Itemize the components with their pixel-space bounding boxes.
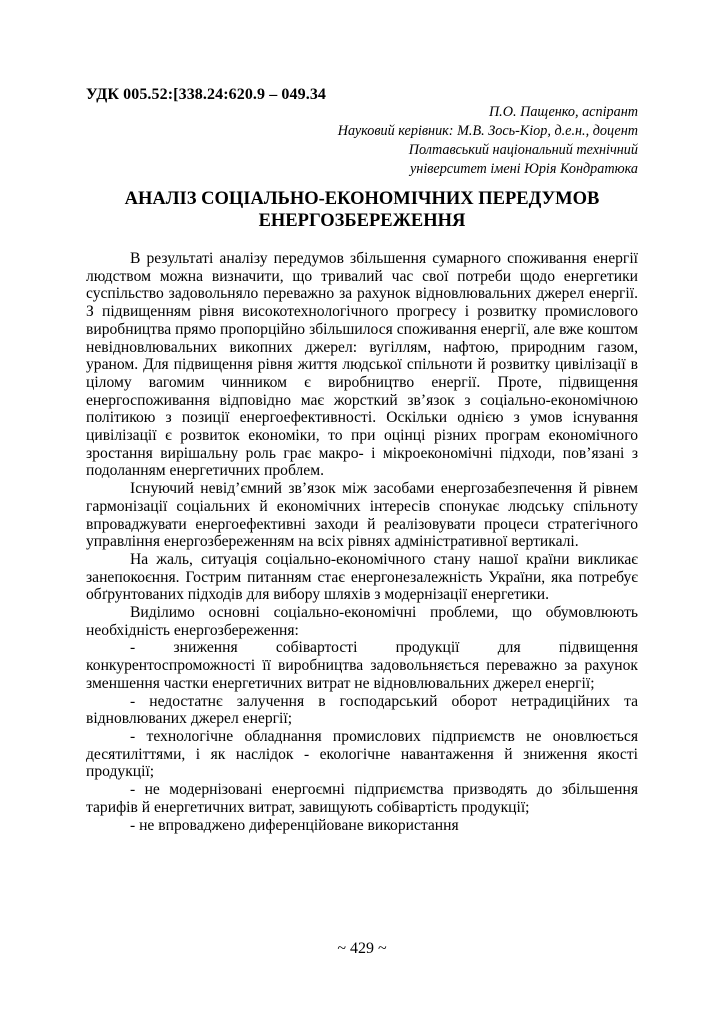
list-item: - зниження собівартості продукції для підвищення конкурентоспроможності її виробництва задовольняється переважно за рахунок зменшення частки енергетичних витрат не відновлювальних джерел енергії;	[86, 639, 638, 692]
list-item: - технологічне обладнання промислових підприємств не оновлюється десятиліттями, і як наслідок - екологічне навантаження й зниження якості продукції;	[86, 727, 638, 781]
page-number: ~ 429 ~	[337, 940, 387, 957]
paragraph: В результаті аналізу передумов збільшення сумарного споживання енергії людством можна визначити, що тривалий час свої потреби щодо енергетики суспільство задовольняло переважно за рахунок відновлювальних джерел енергії. З підвищенням рівня високотехнологічного прогресу і розвитку промислового виробництва прямо пропорційно збільшилося споживання енергії, але вже коштом невідновлювальних викопних джерел: вугіллям, нафтою, природним газом, ураном. Для підвищення рівня життя людської спільноти й розвитку цивілізації в цілому вагомим чинником є виробництво енергії. Проте, підвищення енергоспоживання відповідно має жорсткий зв’язок з соціально-економічною політикою з позиції енергоефективності. Оскільки однією з умов існування цивілізації є розвиток економіки, то при оцінці різних програм економічного зростання вирішальну роль грає макро- і мікроекономічні підходи, пов’язані з подоланням енергетичних проблем.	[86, 250, 638, 480]
paragraph: На жаль, ситуація соціально-економічного стану нашої країни викликає занепокоєння. Гострим питанням стає енергонезалежність України, яка потребує обґрунтованих підходів для вибору шляхів з модернізації енергетики.	[86, 550, 638, 604]
title-line-2: ЕНЕРГОЗБЕРЕЖЕННЯ	[258, 211, 466, 231]
paragraph: Існуючий невід’ємний зв’язок між засобами енергозабезпечення й рівнем гармонізації соціальних й економічних інтересів спонукає людську спільноту впроваджувати енергоефективні заходи й реалізовувати процеси стратегічного управління енергозбереженням на всіх рівнях адміністративної вертикалі.	[86, 480, 638, 551]
article-body	[86, 250, 638, 834]
paragraph: Виділимо основні соціально-економічні проблеми, що обумовлюють необхідність енергозбереження:	[86, 604, 638, 639]
supervisor: Науковий керівник: М.В. Зось-Кіор, д.е.н., доцент	[337, 123, 638, 139]
affiliation-line-2: університет імені Юрія Кондратюка	[409, 161, 638, 177]
list-item: - недостатнє залучення в господарський оборот нетрадиційних та відновлюваних джерел енергії;	[86, 692, 638, 728]
article-title	[86, 188, 638, 232]
author-block	[338, 103, 638, 179]
title-line-1: АНАЛІЗ СОЦІАЛЬНО-ЕКОНОМІЧНИХ ПЕРЕДУМОВ	[124, 189, 600, 209]
affiliation-line-1: Полтавський національний технічний	[408, 142, 638, 158]
list-item: - не впроваджено диференційоване використання	[130, 816, 459, 834]
udc-code: УДК 005.52:[338.24:620.9 – 049.34	[86, 86, 327, 103]
author-name: П.О. Пащенко, аспірант	[488, 104, 638, 120]
list-item: - не модернізовані енергоємні підприємства призводять до збільшення тарифів й енергетичних витрат, завищують собівартість продукції;	[86, 781, 638, 816]
